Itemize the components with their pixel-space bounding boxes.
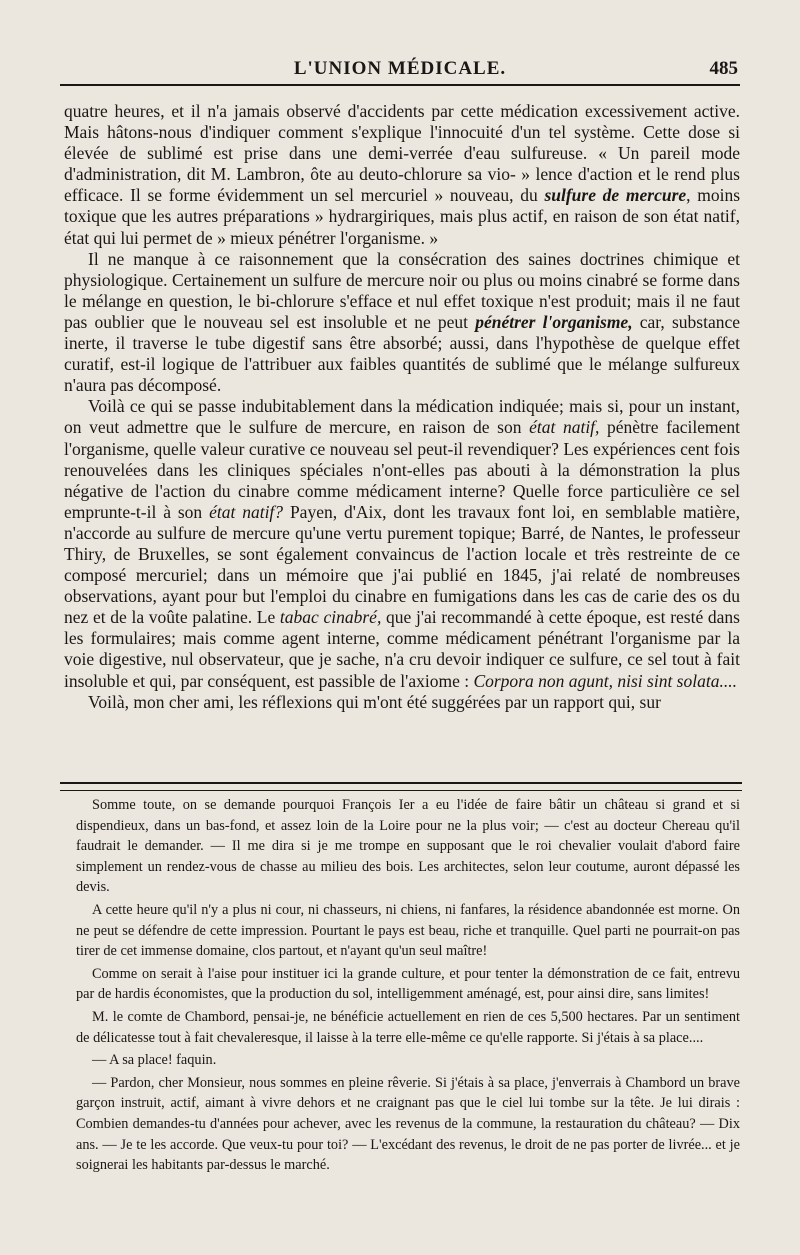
emphasis-axiome: Corpora non agunt, nisi sint solata....: [473, 670, 737, 691]
paragraph-1: quatre heures, et il n'a jamais observé d'accidents par cette médication excessivement active. Mais hâtons-nous d'indiquer comment s'explique l'innocuité d'un tel système. Cette dose si élevée de sublimé est prise dans une demi-verrée d'eau sulfureuse. « Un pareil mode d'administration, dit M. Lambron, ôte au deuto-chlorure sa vio- » lence d'action et le rend plus efficace. Il se forme évidemment un sel mercuriel » nouveau, du sulfure de mercure, moins toxique que les autres préparations » hydrargiriques, mais plus actif, en raison de son état natif, état qui lui permet de » mieux pénétrer l'organisme. »: [64, 101, 741, 248]
feuilleton-paragraph-3: Comme on serait à l'aise pour instituer ici la grande culture, et pour tenter la démonstration de ce fait, entrevu par de hardis économistes, que la production du sol, intelligemment aménagé, est, pour ainsi dire, sans limites!: [76, 965, 740, 1003]
feuilleton-paragraph-2: A cette heure qu'il n'y a plus ni cour, ni chasseurs, ni chiens, ni fanfares, la résidence abandonnée est morne. On ne peut se défendre de cette impression. Pourtant le pays est beau, riche et tranquille. Quel parti ne pourrait-on pas tirer de cet immense domaine, clos partout, et n'ayant qu'un seul maître!: [76, 901, 740, 960]
paragraph-4: Voilà, mon cher ami, les réflexions qui m'ont été suggérées par un rapport qui, sur: [88, 691, 661, 712]
emphasis-tabac: tabac cinabré,: [279, 607, 382, 628]
emphasis-etat-natif: état natif,: [529, 417, 600, 438]
running-header: [60, 58, 740, 86]
page-number: 485: [709, 58, 738, 79]
feuilleton-paragraph-4: M. le comte de Chambord, pensai-je, ne bénéficie actuellement en rien de ces 5,500 hectares. Par un sentiment de délicatesse tout à fait chevaleresque, il laisse à la terre elle-même ce qu'elle rapporte. Si j'étais à sa place....: [76, 1008, 740, 1046]
feuilleton-section: [76, 795, 740, 1178]
paragraph-3: Voilà ce qui se passe indubitablement dans la médication indiquée; mais si, pour un instant, on veut admettre que le sulfure de mercure, en raison de son état natif, pénètre facilement l'organisme, quelle valeur curative ce nouveau sel peut-il revendiquer? Les expériences cent fois renouvelées dans les cliniques spéciales n'ont-elles pas abouti à la démonstration la plus négative de l'action du cinabre comme médicament interne? Quelle force particulière ce sel emprunte-t-il à son état natif? Payen, d'Aix, dont les travaux font loi, en semblable matière, n'accorde au sulfure de mercure qu'une vertu purement topique; Barré, de Nantes, le professeur Thiry, de Bruxelles, se sont également convaincus de l'action locale et très restreinte de ce composé mercuriel; dans un mémoire que j'ai publié en 1845, j'ai relaté de nombreuses observations, ayant pour but l'emploi du cinabre en fumigations dans les cas de carie des os du nez et de la voûte palatine. Le tabac cinabré, que j'ai recommandé à cette époque, est resté dans les formulaires; mais comme agent interne, comme médicament pénétrant l'organisme par la voie digestive, nul observateur, que je sache, n'a cru devoir indiquer ce sulfure, ce sel tout à fait insoluble et qui, par conséquent, est passible de l'axiome : Corpora non agunt, nisi sint solata....: [64, 396, 740, 691]
emphasis-etat-natif-2: état natif?: [209, 501, 284, 522]
main-article: [64, 101, 740, 713]
feuilleton-divider: [60, 782, 742, 791]
feuilleton-paragraph-1: Somme toute, on se demande pourquoi François Ier a eu l'idée de faire bâtir un château si grand et si dispendieux, dans un bas-fond, et assez loin de la Loire pour ne la plus voir; — c'est au docteur Chereau qu'il faudrait le demander. — Il me dira si je me trompe en supposant que le roi chevalier voulait d'abord faire simplement un rendez-vous de chasse au milieu des bois. Les architectes, selon leur coutume, auront dépassé les devis.: [76, 797, 740, 896]
feuilleton-paragraph-6: — Pardon, cher Monsieur, nous sommes en pleine rêverie. Si j'étais à sa place, j'enverrais à Chambord un brave garçon instruit, actif, aimant à vivre dehors et ne craignant pas que le ciel lui tombe sur la tête. Je lui dirais : Combien demandes-tu d'années pour achever, avec les revenus de la commune, la restauration du château? — Dix ans. — Je te les accorde. Que veux-tu pour toi? — L'excédant des revenus, le droit de ne pas porter de livrée... et je soignerai les habitants par-dessus le marché.: [76, 1074, 740, 1174]
emphasis-penetrer: pénétrer l'organisme,: [475, 311, 633, 332]
paragraph-2: Il ne manque à ce raisonnement que la consécration des saines doctrines chimique et physiologique. Certainement un sulfure de mercure noir ou plus ou moins cinabré se forme dans le mélange en question, le bi-chlorure s'efface et nul effet toxique n'est produit; mais il ne faut pas oublier que le nouveau sel est insoluble et ne peut pénétrer l'organisme, car, substance inerte, il traverse le tube digestif sans être absorbé; aussi, dans l'hypothèse de quelque effet curatif, est-il logique de l'attribuer aux faibles quantités de sublimé que le mélange sulfureux n'aura pas décomposé.: [64, 248, 740, 396]
journal-title: L'UNION MÉDICALE.: [293, 58, 507, 79]
feuilleton-paragraph-5: — A sa place! faquin.: [92, 1052, 217, 1069]
emphasis-sulfure: sulfure de mercure: [544, 185, 687, 206]
